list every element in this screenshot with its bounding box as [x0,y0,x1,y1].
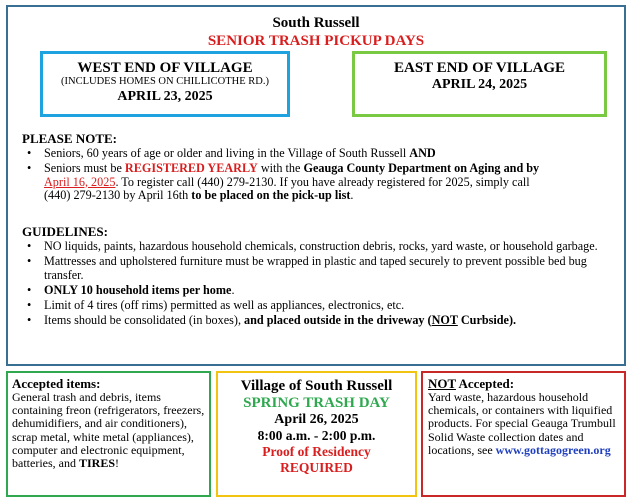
accepted-items-box [6,371,211,497]
bullet-icon: • [27,161,32,175]
village-name: Village of South Russell [240,378,393,394]
not-accepted-heading: NOT Accepted: [428,376,515,391]
guidelines-section [22,224,620,329]
gottagogreen-link[interactable]: www.gottagogreen.org [495,442,611,457]
west-end-date: APRIL 23, 2025 [117,89,213,104]
required-label: REQUIRED [280,460,353,475]
list-item: • Limit of 4 tires (off rims) permitted as well as appliances, electronics, etc. [27,297,405,312]
bullet-icon: • [27,297,32,312]
bullet-icon: • [27,146,32,160]
phone-number: (440) 279-2130 [197,174,274,189]
proof-of-residency: Proof of Residency [262,444,371,459]
bullet-icon: • [27,254,32,268]
east-end-title: EAST END OF VILLAGE [393,60,566,76]
spring-trash-day-box [216,371,417,497]
spring-trash-day-time: 8:00 a.m. - 2:00 p.m. [257,428,376,443]
list-item: • NO liquids, paints, hazardous household chemicals, construction debris, rocks, yard waste, or household garbage. [27,239,598,253]
guidelines-list [22,240,620,327]
phone-number: (440) 279-2130 [44,188,121,202]
bullet-icon: • [27,239,32,253]
list-item: • ONLY 10 household items per home. [27,282,235,297]
spring-trash-day-date: April 26, 2025 [274,412,359,427]
list-item: • Mattresses and upholstered furniture must be wrapped in plastic and taped securely to prevent possible bed bug transfer. [27,254,587,282]
list-item: • Seniors, 60 years of age or older and living in the Village of South Russell AND [27,146,436,160]
spring-trash-day-title: SPRING TRASH DAY [243,395,390,411]
bullet-icon: • [27,282,32,297]
guidelines-heading: GUIDELINES: [22,224,108,239]
event-title: SENIOR TRASH PICKUP DAYS [207,33,425,49]
accepted-items-heading: Accepted items: [12,376,101,391]
not-accepted-text: Yard waste, hazardous household chemicals, or containers with liquified products. For special Geauga Trumbull Solid Waste collection dates and locations, see www.gottagogreen.org [428,390,616,457]
org-name: South Russell [272,15,360,31]
please-note-heading: PLEASE NOTE: [22,131,117,146]
accepted-items-text: General trash and debris, items containing freon (refrigerators, freezers, dehumidifiers, and air conditioners), scrap metal, white metal (appliances), computer and electronic equipment, batteries, and TIRES! [12,390,205,471]
please-note-list [22,147,620,203]
east-end-box [352,51,607,117]
list-item: • Seniors must be REGISTERED YEARLY with the Geauga County Department on Aging and by April 16, 2025. To register call (440) 279-2130. If you have already registered for 2025, simply call (440) 279-2130 by April 16th to be placed on the pick-up list. [27,161,540,202]
registration-deadline: April 16, 2025 [44,174,116,189]
bullet-icon: • [27,312,32,327]
west-end-box [40,51,290,117]
list-item: • Items should be consolidated (in boxes), and placed outside in the driveway (NOT Curbside). [27,312,517,327]
not-accepted-box [421,371,626,497]
please-note-section [22,131,620,204]
west-end-note: (INCLUDES HOMES ON CHILLICOTHE RD.) [61,76,269,87]
east-end-date: APRIL 24, 2025 [431,77,528,92]
west-end-title: WEST END OF VILLAGE [77,60,253,76]
